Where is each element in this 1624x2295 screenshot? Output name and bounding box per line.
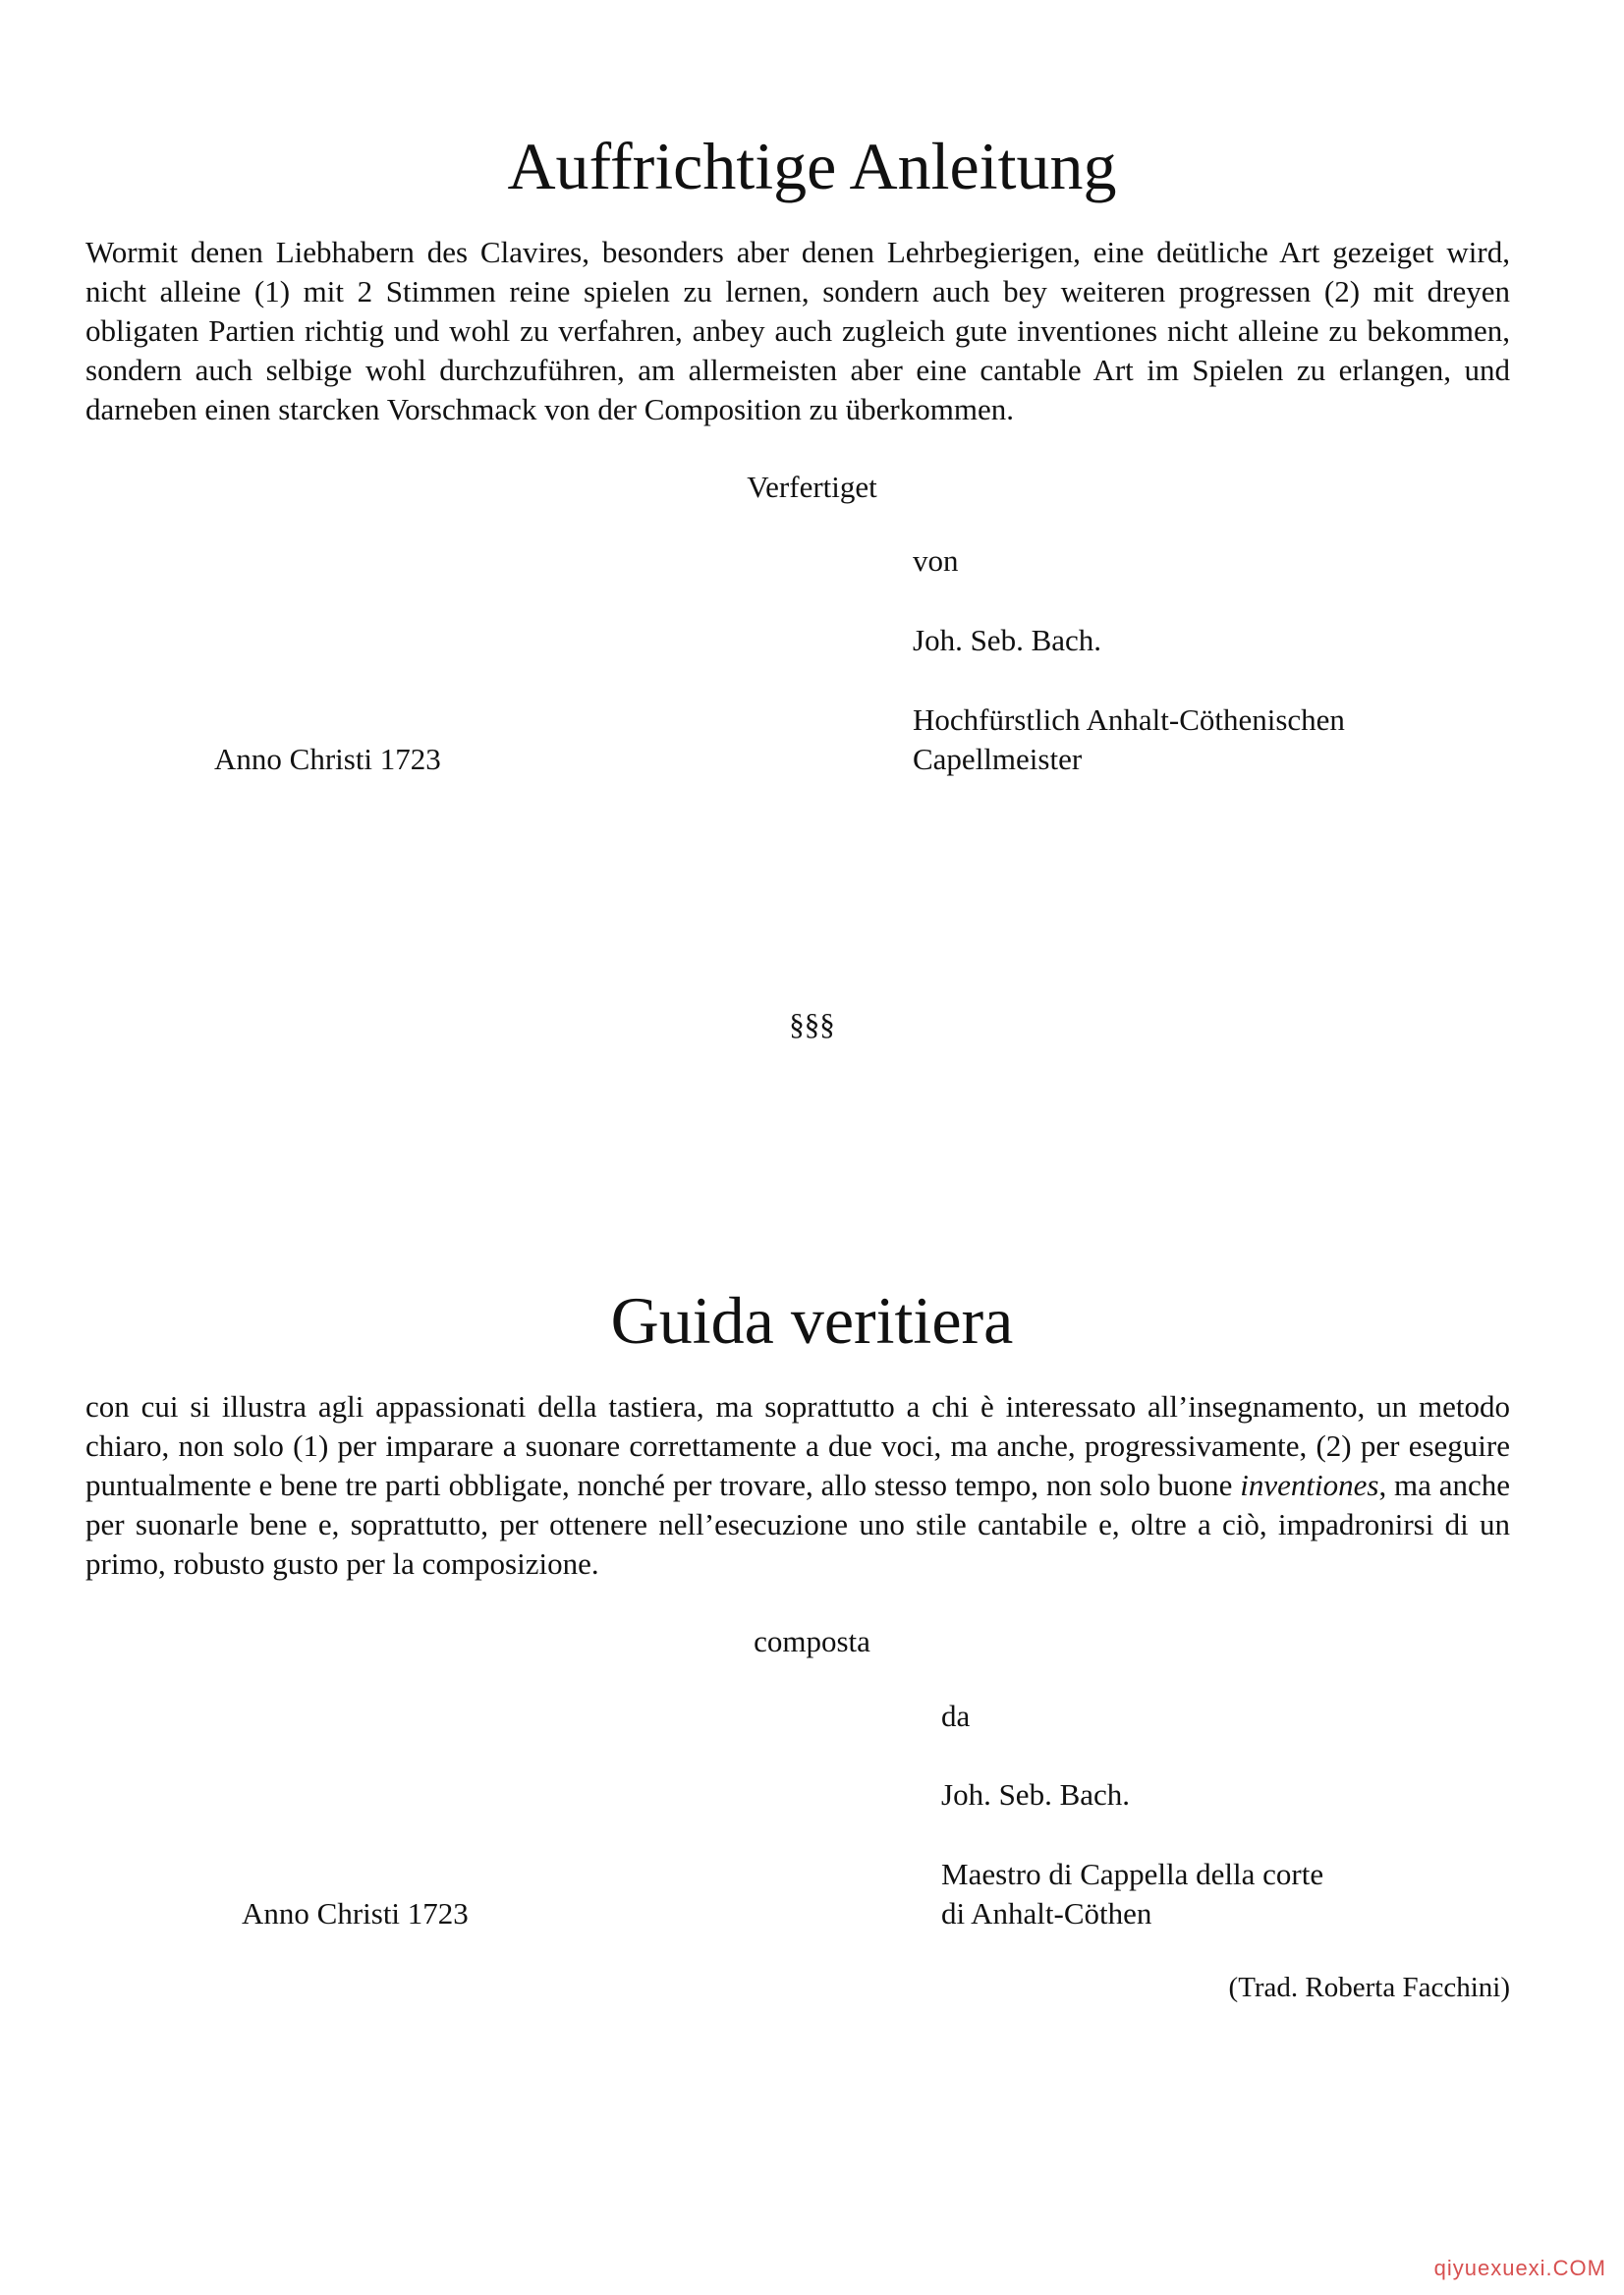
section-separator: §§§: [789, 1007, 835, 1041]
italian-paragraph-italic: inventiones: [1240, 1468, 1379, 1502]
german-von: von: [913, 543, 959, 578]
italian-year: Anno Christi 1723: [242, 1896, 469, 1931]
german-role-line1: Hochfürstlich Anhalt-Cöthenischen: [913, 702, 1345, 737]
italian-title: Guida veritiera: [610, 1283, 1014, 1358]
italian-paragraph-part2: , ma anche per suonarle bene e, soprattutto, per ottenere nell’esecuzione uno stile cantabile e, oltre a ciò, impadronirsi di un primo, robusto gusto per la composizione.: [85, 1468, 1510, 1581]
german-year: Anno Christi 1723: [214, 742, 441, 776]
italian-paragraph: [85, 1387, 1510, 1584]
german-role-line2: Capellmeister: [913, 742, 1083, 776]
german-title: Auffrichtige Anleitung: [507, 129, 1117, 203]
italian-role-line1: Maestro di Cappella della corte: [941, 1857, 1324, 1891]
italian-composta: composta: [754, 1624, 870, 1658]
german-author: Joh. Seb. Bach.: [913, 623, 1102, 657]
german-verfertiget: Verfertiget: [747, 470, 877, 504]
italian-paragraph-part1: con cui si illustra agli appassionati della tastiera, ma soprattutto a chi è interessato all’insegnamento, un metodo chiaro, non solo (1) per imparare a suonare correttamente a due voci, ma anche, progressivamente, (2) per eseguire puntualmente e bene tre parti obbligate, nonché per trovare, allo stesso tempo, non solo buone: [85, 1389, 1510, 1502]
italian-translator: (Trad. Roberta Facchini): [1228, 1972, 1510, 2003]
italian-role-line2: di Anhalt-Cöthen: [941, 1896, 1152, 1931]
german-paragraph: Wormit denen Liebhabern des Clavires, besonders aber denen Lehrbegierigen, eine deütliche Art gezeiget wird, nicht alleine (1) mit 2 Stimmen reine spielen zu lernen, sondern auch bey weiteren progressen (2) mit dreyen obligaten Partien richtig und wohl zu verfahren, anbey auch zugleich gute inventiones nicht alleine zu bekommen, sondern auch selbige wohl durchzuführen, am allermeisten aber eine cantable Art im Spielen zu erlangen, und darneben einen starcken Vorschmack von der Composition zu überkommen.: [85, 235, 1510, 426]
italian-da: da: [941, 1699, 971, 1733]
watermark-text: qiyuexuexi.COM: [1433, 2256, 1606, 2280]
italian-author: Joh. Seb. Bach.: [941, 1777, 1131, 1812]
